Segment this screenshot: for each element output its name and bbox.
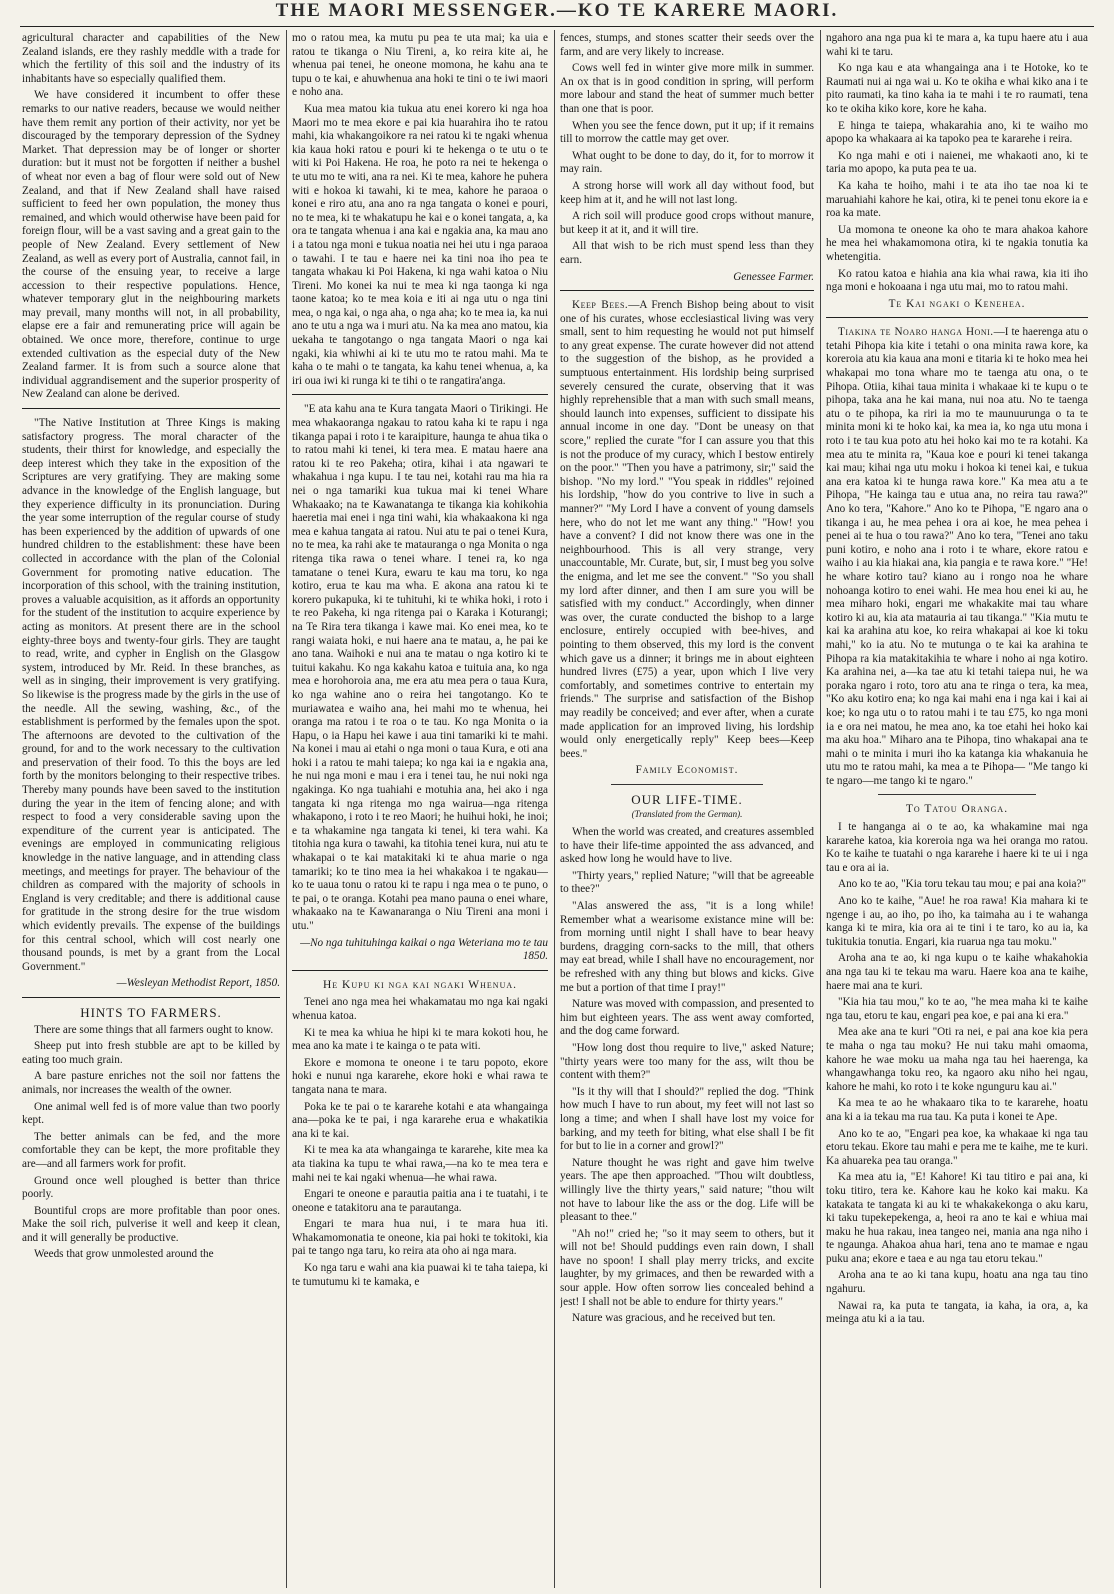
column-divider: [554, 30, 555, 1588]
paragraph: Ka mea te ao he whakaaro tika to te kararehe, hoatu ana ki a ia tekau ma rua tau. Ka puta i konei te Ape.: [826, 1097, 1088, 1123]
paragraph: Ekore e momona te oneone i te taru popoto, ekore hoki e nunui nga kararehe, ekore hoki e whai rawa te tangata nana te mara.: [292, 1056, 548, 1096]
section-rule: [22, 997, 280, 998]
paragraph: Tenei ano nga mea hei whakamatau mo nga kai ngaki whenua katoa.: [292, 996, 548, 1022]
paragraph: Cows well fed in winter give more milk in summer. An ox that is in good condition in spring, will perform more labour and stand the heat of summer much better than one that is poor.: [560, 62, 814, 115]
paragraph: Weeds that grow unmolested around the: [34, 1248, 214, 1261]
paragraph: mo o ratou mea, ka mutu pu pea te uta mai; ka uia e ratou te tikanga o Niu Tireni, a, ko reira kite ai, he whenua pai tenei, he oneone momona, he kahu ana te tupu o te kai, e ahuwhenua ana hoki te tini o te iwi maori e noho ana.: [292, 32, 548, 99]
article-source: —Wesleyan Methodist Report, 1850.: [116, 977, 280, 990]
paragraph: When the world was created, and creatures assembled to have their life-time appointed the ass advanced, and asked how long he would have to live.: [560, 826, 814, 866]
column-divider: [286, 30, 287, 1588]
paragraph: Mea ake ana te kuri "Oti ra nei, e pai ana koe kia pera te maha o nga tau moku? He nui taku mahi omaoma, kahore he wae moku ua maha nga tau hei haerenga, ka whangawhanga toku reo, ka ngaoro aku niho hei ngau, kahore he mahi, ko roto i te koke ngunguru kau ai.": [826, 1026, 1088, 1093]
article-lead: Keep Bees.: [572, 299, 629, 312]
column-2: [292, 32, 548, 1588]
section-heading: HINTS TO FARMERS.: [80, 1004, 222, 1020]
paragraph: Ano ko te ao, "Kia toru tekau tau mou; e pai ana koia?": [838, 878, 1087, 891]
paragraph: Aroha ana te ao ki tana kupu, hoatu ana nga tau tino ngahuru.: [826, 1269, 1088, 1296]
column-1: [22, 32, 280, 1588]
paragraph: "Is it thy will that I should?" replied the dog. "Think how much I have to run about, my feet will not last so long a time; and when I shall have lost my voice for barking, and my teeth for biting, what else shall I be fit for but to lie in a corner and growl?": [560, 1085, 814, 1153]
paragraph: A rich soil will produce good crops without manure, but keep it at it, and it will tire.: [560, 210, 814, 236]
paragraph: I te hanganga ai o te ao, ka whakamine mai nga kararehe katoa, kia koreroia nga wa hei oranga mo ratou. Ko te kaihe te tuatahi o nga kararehe i haere ki te ui i nga tau e ora ai ia.: [826, 821, 1088, 874]
paragraph: Ka mea atu ia, "E! Kahore! Ki tau titiro e pai ana, ki toku titiro, tera ke. Kahore kau he koko kai maku. Ka katakata te tangata ki au ki te whakakekonga o aku karu, ki taku tupekepekenga, a, heoi ra ano te kai e whiua mai maku he hua rakau, inea tangeo nei, mania ana nga niho i te ngaunga. Ahakoa ahua hari, tena ano te mamae e ngau puku ana; ekore e taea e au nga tau etoru tekau.": [826, 1171, 1088, 1265]
section-rule: [826, 317, 1088, 318]
section-rule: [22, 408, 280, 409]
section-rule: [292, 970, 548, 971]
paragraph: We have considered it incumbent to offer these remarks to our native readers, because we would neither have them remit any portion of their activity, nor yet be discouraged by the temporary depression of the Sydney Market. That depression may be of longer or shorter duration: but it must not be forgotten if neither a bushel of wheat nor even a bag of flour were sold out of New Zealand, and that if New Zealand shall have raised sufficient to feed her own population, the money thus remained, and which would otherwise have been paid for foreign flour, will be a vast saving and a great gain to the people of New Zealand. Every settlement of New Zealand, as well as every port of Australia, cannot fail, in the course of the ensuing year, to receive a large accession to their respective populations. Hence, whatever temporary glut in the neighbouring markets may prevail, many months will not, in all probability, elapse ere a fair and remunerating price will again be obtained. We once more, therefore, continue to urge extended cultivation as the especial duty of the New Zealand farmer. It is from such a source alone that individual aggrandisement and the superior prosperity of New Zealand can alone be derived.: [22, 89, 280, 401]
article-source: Te Kai ngaki o Kenehea.: [888, 297, 1026, 310]
paragraph: Ki te mea ka ata whangainga te kararehe, kite mea ka ata tiakina ka tupu te whai rawa,—na ko te mea tera e mahi nei te kai ngaki whenua—he whai rawa.: [292, 1144, 548, 1184]
paragraph: What ought to be done to day, do it, for to morrow it may rain.: [560, 149, 814, 176]
paragraph: "The Native Institution at Three Kings is making satisfactory progress. The moral character of the students, their thirst for knowledge, and especially the deep interest which they take in the exposition of the Scriptures are very gratifying. They are making some advance in the knowledge of the English language, but they experience difficulty in its pronunciation. During the year some interruption of the regular course of study has been experienced by the addition of upwards of one hundred children to the establishment: these have been collected in accordance with the plan of the Colonial Government for promoting native education. The incorporation of this school, with the training institution, proves a valuable acquisition, as it affords an opportunity for the student of the institution to acquire experience by acting as monitors. At present there are in the school eighty-three boys and twenty-four girls. They are taught to read, write, and cypher in English on the Glasgow system, introduced by Mr. Reid. In these branches, as well as in singing, their improvement is very gratifying. So likewise is the progress made by the girls in the use of the needle. All the sewing, washing, &c., of the establishment is performed by the females upon the spot. The afternoons are devoted to the cultivation of the ground, for and to the work necessary to the cultivation and preservation of their food. To this the boys are led forth by the monitors belonging to their respective tribes. Thereby many pounds have been saved to the institution during the year in the item of fencing alone; and with respect to food a very considerable saving upon the expenditure of the current year is anticipated. The evenings are employed in communicating religious knowledge in the native language, and in attending class meetings, and meetings for prayer. The behaviour of the children as compared with the majority of schools in England is very creditable; and there is additional cause for gratitude in the strong desire for the true wisdom which evidently prevails. The expense of the buildings for this central school, which will cost nearly one thousand pounds, is met by a grant from the Local Government.": [22, 417, 280, 973]
paragraph: "E ata kahu ana te Kura tangata Maori o Tirikingi. He mea whakaoranga ngakau to ratou kaha ki te rapu i nga tikanga papai i roto i te karaipiture, haunga te ahua tika o to ratou mahi ki tenei, ki tera mea. E matau haere ana ratou ki te reo Pakeha; otira, kihai i ata ngawari te whakahua i nga kupu. I te tau nei, kotahi rau ma hia ra nei o nga tamariki kua tukua mai ki tenei Whare Whakaako; na te Kawanatanga te tikanga kia kohikohia haeretia mai enei i nga tini wahi, kia whakaakona ki nga mea e kahua tangata ai ratou. Nui atu te pai o tenei Kura, no te mea, ka rahi ake te matauranga o nga Monita o nga ritenga tika rawa o tenei whare. I tenei ra, ko nga tamatane o tenei Kura, ewaru te kau ma toru, ko nga kotiro, erua te kau ma wha. E akona ana ratou ki te korero pukapuka, ki te tuhituhi, ki te whika hoki, i roto i te reo Pakeha, ki nga ritenga pai o Karaka i Koturangi; na Te Rira tera tikanga i kawe mai. Ko enei mea, ko te rangi waiata hoki, e nui haere ana te matau, a, he pai ke ano tana. Waihoki e nui ana te matau o nga kotiro ki te tuitui kakahu. Ko nga kakahu katoa e tuituia ana, ko nga mea e horohoroia ana, me era atu mea pera o taua Kura, ko nga wahine ano o reira hei tangotango. Ko te muriawatea e waiho ana, hei mahi mo te whenua, hei oranga ma ratou i te roa o te tau. Ko nga Monita o ia Hapu, o ia Hapu hei kawe i aua tini tamariki ki te mahi. Na konei i mau ai etahi o nga moni o taua Kura, e oti ana hoki i a ratou te mahi taiepa; ko nga kai ia e ngakia ana, he nui nga moni e mau i era i tenei tau, he nui noki nga ngakinga. Ko nga tuahiahi e motuhia ana, hei ako i nga tangata ki nga ritenga mo nga wairua—nga ritenga whakapono, i roto i te reo Maori; he huihui hoki, he inoi; e ta whakamine nga tangata ki tenei, ki tera wahi. Ka titohia nga kura o tawahi, ka titohia tenei kura, nui atu te whakapai o te kai matakitaki ki te ahua marie o nga tamariki; ko te tino mea ia hei whakakoa i te ngakau—ko te uaua tonu o ratou ki te rapu i nga mea o te puno, o te pai, o te oranga. Kotahi pea mano pauna o enei whare, whakaako na te Kawanaranga o Niu Tireni ana moni i utu.": [292, 403, 548, 932]
paragraph: fences, stumps, and stones scatter their seeds over the farm, and are very likely to increase.: [560, 32, 814, 58]
section-rule: [292, 394, 548, 395]
paragraph: Ki te mea ka whiua he hipi ki te mara kokoti hou, he mea ano ka mate i te kainga o te pata witi.: [292, 1026, 548, 1053]
paragraph: "Alas answered the ass, "it is a long while! Remember what a wearisome existance mine will be: from morning until night I shall have to bear heavy burdens, dragging corn-sacks to the mill, that others may eat bread, while I shall have no encouragement, nor be refreshed with any thing but blows and kicks. Give me but a portion of that time I pray!": [560, 900, 814, 994]
paragraph: Bountiful crops are more profitable than poor ones. Make the soil rich, pulverise it well and keep it clean, and it will generally be productive.: [22, 1204, 280, 1244]
paragraph: Nawai ra, ka puta te tangata, ia kaha, ia ora, a, ka meinga atu ki a ia tau.: [826, 1299, 1088, 1326]
section-subheading: (Translated from the German).: [631, 809, 743, 820]
paragraph: Ko nga taru e wahi ana kia puawai ki te taha taiepa, ki te tumutumu ki te kamaka, e: [292, 1262, 548, 1288]
paragraph: Nature thought he was right and gave him twelve years. The ape then approached. "Thou wilt doubtless, willingly live the thirty years," said nature; "thou wilt not have to labour like the ass or the dog. Life will be pleasant to thee.": [560, 1156, 814, 1224]
paragraph: Engari te oneone e parautia paitia ana i te tuatahi, i te oneone e tatakitoru ana te parautanga.: [292, 1188, 548, 1214]
paragraph: A bare pasture enriches not the soil nor fattens the animals, nor increases the wealth of the owner.: [22, 1070, 280, 1096]
article-source: Family Economist.: [635, 764, 739, 777]
section-heading: OUR LIFE-TIME.: [631, 791, 743, 807]
paragraph: All that wish to be rich must spend less than they earn.: [560, 240, 814, 266]
paragraph: Ko ratou katoa e hiahia ana kia whai rawa, kia iti iho nga moni e hokoaana i nga utu mai, mo to ratou mahi.: [826, 267, 1088, 294]
paragraph: "Ah no!" cried he; "so it may seem to others, but it will not be! Should puddings even rain down, I shall have no spoon! I shall play merry tricks, and excite laughter, by my grimaces, and then be rewarded with a sour apple. How often sorrow lies concealed behind a jest! I shall not be able to endure for thirty years.": [560, 1227, 814, 1308]
paragraph: [560, 299, 814, 761]
paragraph: The better animals can be fed, and the more comfortable they can be kept, the more profitable they are—and all farmers work for profit.: [22, 1130, 280, 1170]
paragraph: Poka ke te pai o te kararehe kotahi e ata whangainga ana—poka ke te pai, i nga kararehe erua e whakatikia ana ki te kai.: [292, 1100, 548, 1140]
paragraph: Ano ko te kaihe, "Aue! he roa rawa! Kia mahara ki te ngenge i au, ao iho, po iho, ka taimaha au i te wahanga kanga ki te mira, kia ora ai te tini i te taro, ko au ia, ka tukitukia tonutia. Engari, kia ruarua nga tau moku.": [826, 895, 1088, 948]
column-divider: [820, 30, 821, 1588]
article-body: —I te haerenga atu o tetahi Pihopa kia kite i tetahi o ona minita rawa kore, ka koreroia atu kia kaua ana moni e titaria ki te hoko mea hei whakapai mo tona whare mo te taenga atu ona, o te Pihopa. Otiia, kihai taua minita i whakaae ki te kupu o te pihopa, taka ana he kai mana, nui noa atu. No te taenga atu o te pihopa, ka riri ia mo te maunuurunga o ta te minita moni ki te hoko kai, ka mea ia, ko nga utu mona i roto i te tau kua poto atu hei hoko kai mo te ra kotahi. Ka mea atu te minita ra, "Kaua koe e pouri ki tenei takanga kai mau; kihai nga utu moku i hokoa ki tenei kai, e tukua ana era katoa ki te hunga rawa kore." Ka mea atu a te Pihopa, "He kainga tau e utua ana, no reira tau rawa?" Ano ko tera, "Kahore." Ano ko te Pihopa, "E ngaro ana o tikanga i au, he mea pehea i ora ai koe, he mea pehea i penei ai te hua o tou rawa?" Ano ko tera, "Tenei ano taku puni kotiro, e noho ana i roto i te whare, ekore ratou e waiho i au kia hiakai ana, kia pangia e te rawa kore." "He! he whare kotiro tau? kiano au i rongo noa he whare nohoanga kotiro to enei wahi. He mea hou enei ki au, he mea miharo hoki, engari me whakakite mai tau whare kotiro ki au, kia ata matauria ai tau tikanga." "Kia mutu te kai ka arahina atu koe, ko reira whakapai ai koe ki toku mahi," ko ia atu. No te mutunga o te kai ka arahina te Pihopa ra kia matakitakihia te whare i noho ai nga kotiro. Ka arahina nei, a—ka tae atu ki tetahi taiepa nui, he wa poraka ngaro i roto, toro atu ana te ringa o tera, ka mea, "Ko aku kotiro ena; ko nga kai mahi ena i nga kai i kai ai koe; ko nga utu o to ratou mahi i te tau £75, ko nga moni ia e ora nei matou, he mea ano, ka toe etahi hei hoko kai ma aku hoa." Miharo ana te Pihopa, tino whakapai ana te mahi o te minita i muri iho ka katanga kia whakanuia he utu mo te ratou mahi, ka mea a te Pihopa— "Me tango ki te ngaro—me tango ki te ngaro.": [826, 326, 1088, 787]
paragraph: There are some things that all farmers ought to know.: [34, 1023, 274, 1036]
masthead: THE MAORI MESSENGER.—KO TE KARERE MAORI.: [275, 0, 839, 21]
paragraph: Ano ko te ao, "Engari pea koe, ka whakaae ki nga tau etoru tekau. Ekore tau mahi e pera me te kaihe, me te kuri. Ka ahuareka pea tau oranga.": [826, 1127, 1088, 1167]
section-heading: To Tatou Oranga.: [905, 803, 1009, 816]
paragraph: One animal well fed is of more value than two poorly kept.: [22, 1100, 280, 1127]
paragraph: Ko nga kau e ata whangainga ana i te Hotoke, ko te Raumati nui ai nga wai u. Ko te okiha e whai kiko ana i te pito raumati, ka tino kaha ia te mahi i te ro raumati, tena ko te okiha kiko kore, kore he kaha.: [826, 62, 1088, 115]
top-rule: [20, 26, 1094, 27]
paragraph: Ko nga mahi e oti i naienei, me whakaoti ano, ki te taria mo apopo, ka puta pea te ua.: [826, 149, 1088, 176]
paragraph: Nature was moved with compassion, and presented to him but eighteen years. The ass went away comforted, and the dog came forward.: [560, 998, 814, 1038]
article-body: —A French Bishop being about to visit one of his curates, whose ecclesiastical living was very small, sent to him requesting he would not put himself to any great expense. The curate however did not attend to the suggestion of the bishop, as he provided a sumptuous entertainment. His lordship being surprised severely censured the curate, observing that it was highly reprehensible that a man with such small means, should launch into expenses, sufficient to dissipate his annual income in one day. "Dont be uneasy on that score," replied the curate "for I can assure you that this is not the produce of my curacy, which I bestow entirely on the poor." "Then you have a patrimony, sir;" said the bishop. "No my lord." "You speak in riddles" rejoined his lordship, "how do you contrive to live in such a manner?" "My Lord I have a convent of young damsels here, who do not let me want any thing." "How! you have a convent? I did not know there was one in the neighbourhood. This is all very strange, very unaccountable, Mr. Curate, but, sir, I must beg you solve the enigma, and let me see the convent." "So you shall my lord after dinner, and then I am sure you will be satisfied with my conduct." Accordingly, when dinner was over, the curate conducted the bishop to a large enclosure, entirely occupied with bee-hives, and pointing to them observed, this my lord is the convent which gave us a dinner; it brings me in about eighteen hundred livres (£75) a year, upon which I live very comfortably, and sometimes contrive to entertain my friends." The surprise and satisfaction of the Bishop may readily be conceived; and ever after, when a curate made application for an improved living, his lordship would only energetically reply" Keep bees—Keep bees.": [560, 299, 814, 760]
article-lead: Tiakina te Noaro hanga Honi.: [838, 326, 994, 339]
paragraph: Nature was gracious, and he received but ten.: [572, 1312, 776, 1325]
paragraph: Aroha ana te ao, ki nga kupu o te kaihe whakahokia ana nga tau ki te tekau ma waru. Haere koa ana te kaihe, haere mai ana te kuri.: [826, 952, 1088, 992]
article-source: Genessee Farmer.: [733, 270, 814, 283]
article-source: —No nga tuhituhinga kaikai o nga Weteriana mo te tau 1850.: [300, 936, 548, 963]
paragraph: Ka kaha te hoiho, mahi i te ata iho tae noa ki te maruahiahi kahore he kai, otira, ki te penei tonu ekore ia e roa ka mate.: [826, 179, 1088, 220]
paragraph: When you see the fence down, put it up; if it remains till to morrow the cattle may get over.: [560, 119, 814, 146]
paragraph: agricultural character and capabilities of the New Zealand islands, ere they rashly meddle with a trade for which the fertility of this soil and the industry of its inhabitants have so especially qualified them.: [22, 32, 280, 85]
paragraph: Engari te mara hua nui, i te mara hua iti. Whakamomonatia te oneone, kia pai hoki te tokitoki, kia pai te tango nga taru, ko reira ata oho ai nga mara.: [292, 1218, 548, 1258]
paragraph: "How long dost thou require to live," asked Nature; "thirty years were too many for the ass, wilt thou be content with them?": [560, 1041, 814, 1082]
section-rule: [611, 784, 763, 785]
column-4: [826, 32, 1088, 1588]
section-heading: He Kupu ki nga kai ngaki Whenua.: [322, 978, 518, 991]
section-rule: [878, 794, 1035, 795]
paragraph: E hinga te taiepa, whakarahia ano, ki te waiho mo apopo ka whakaara ai ka tapoko pea te kararehe i reira.: [826, 119, 1088, 146]
paragraph: A strong horse will work all day without food, but keep him at it, and he will not last long.: [560, 179, 814, 206]
column-3: [560, 32, 814, 1588]
paragraph: Sheep put into fresh stubble are apt to be killed by eating too much grain.: [22, 1040, 280, 1066]
paragraph: Ua momona te oneone ka oho te mara ahakoa kahore he mea hei whakamomona otira, ki te ngakia tonutia ka whetengitia.: [826, 223, 1088, 263]
paragraph: "Kia hia tau mou," ko te ao, "he mea maha ki te kaihe nga tau, etoru te kau, engari pea koe, e pai ana ki era.": [826, 996, 1088, 1022]
paragraph: [826, 326, 1088, 788]
section-rule: [560, 290, 814, 291]
paragraph: "Thirty years," replied Nature; "will that be agreeable to thee?": [560, 869, 814, 896]
paragraph: Kua mea matou kia tukua atu enei korero ki nga hoa Maori mo te mea ekore e pai kia huarahira iho te ratou mahi, kia whakangoikore ra nei ratou ki te ngaki whenua kia kaua hoki ratou e pouri ki te hekenga o te utu o te witi ki Poi Hakena. He roa, he poto ra nei te hekenga o te utu mo te witi, ana ra nei. Ki te mea, kahore he puhera witi e hokoa ki tawahi, ki te mea, kahore he paraoa o konei e riro atu, ana ano ra nga tangata o konei e pouri, no te mea, ki te whakatupu he kai e o konei tangata, a, ka ora te tangata whenua i ana kai e ngakia ana, ka mau ano i a tatou nga moni e tukua noatia nei hei utu i nga paraoa o tawahi. I te tau e haere nei ka tini noa iho pea te tangata whakau ki Poi Hakena, ki nga wahi katoa o Niu Tireni. Mo konei ka nui te mea ki nga taonga ki nga taone katoa; ko te mea koia e iti ai nga utu o nga tini mea, o nga kai, o nga aha, o nga aha; ko te mea ia, ka nui ano te utu a nga wa i muri atu. Na ka mea ano matou, kia uekaha te tangotango o nga tangata Maori o nga kai ngaki, kia whiwhi ai ki te utu mo te ratou mahi. Ma te kaha o te mahi o te tangata, ka kahu tenei whenua, a, ka iri oua iwi ki runga ki te tihi o te rangatira'anga.: [292, 102, 548, 387]
paragraph: ngahoro ana nga pua ki te mara a, ka tupu haere atu i aua wahi ki te taru.: [826, 32, 1088, 58]
paragraph: Ground once well ploughed is better than thrice poorly.: [22, 1174, 280, 1201]
